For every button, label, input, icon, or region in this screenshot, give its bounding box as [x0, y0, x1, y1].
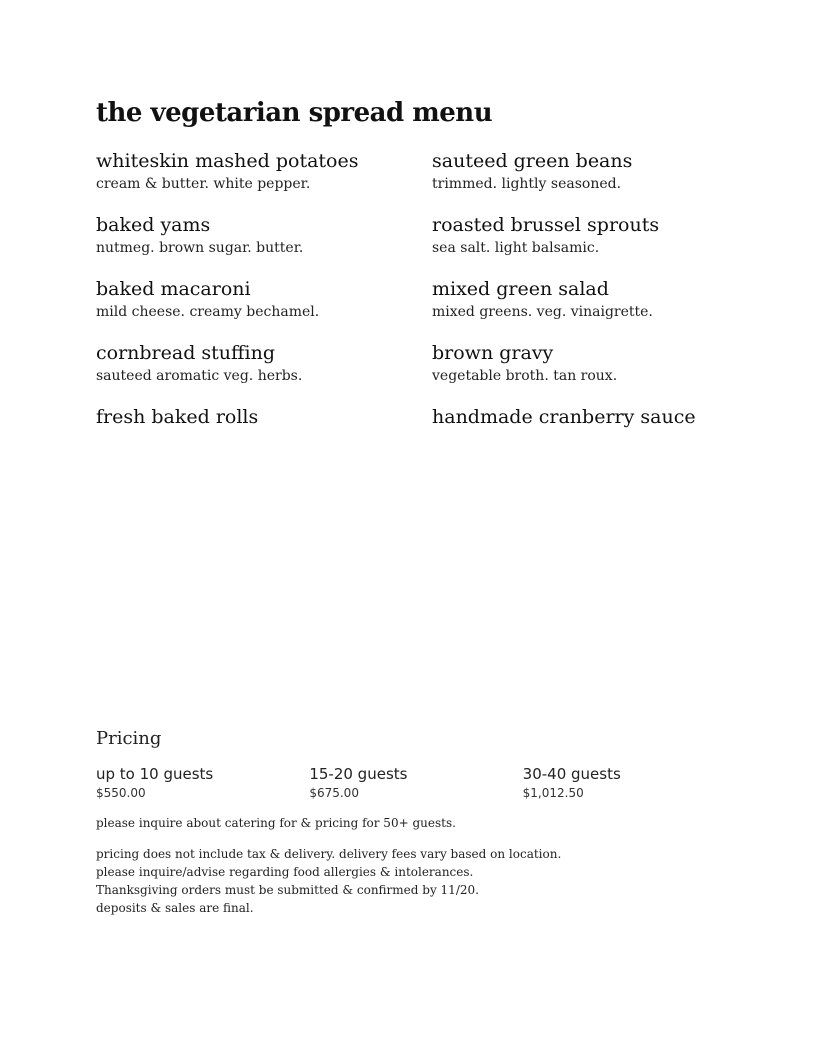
- item-description: mild cheese. creamy bechamel.: [96, 304, 320, 320]
- menu-item: [432, 148, 736, 212]
- tier-price: $675.00: [309, 786, 359, 800]
- inquire-note: please inquire about catering for & pricing for 50+ guests.: [96, 816, 456, 830]
- note-line: pricing does not include tax & delivery. delivery fees vary based on location.: [96, 847, 562, 861]
- menu-item: [432, 340, 736, 404]
- note-line: Thanksgiving orders must be submitted & confirmed by 11/20.: [96, 883, 479, 897]
- menu-item: [432, 212, 736, 276]
- item-name: handmade cranberry sauce: [432, 406, 696, 428]
- menu-item: [96, 276, 432, 340]
- tier-label: up to 10 guests: [96, 765, 214, 783]
- menu-item: [432, 404, 736, 468]
- item-description: vegetable broth. tan roux.: [432, 368, 618, 384]
- menu-item: [96, 404, 432, 468]
- pricing-tier: [523, 764, 736, 802]
- item-name: mixed green salad: [432, 278, 609, 300]
- note-line: deposits & sales are final.: [96, 901, 254, 915]
- item-name: fresh baked rolls: [96, 406, 259, 428]
- tier-label: 15-20 guests: [309, 765, 408, 783]
- pricing-tier: [96, 764, 309, 802]
- item-description: sea salt. light balsamic.: [432, 240, 600, 256]
- item-name: baked yams: [96, 214, 211, 236]
- menu-title: the vegetarian spread menu: [96, 98, 493, 128]
- menu-item: [96, 148, 432, 212]
- menu-item: [432, 276, 736, 340]
- pricing-notes: [96, 845, 561, 917]
- tier-price: $550.00: [96, 786, 146, 800]
- tier-label: 30-40 guests: [522, 765, 621, 783]
- item-name: baked macaroni: [96, 278, 251, 300]
- item-name: sauteed green beans: [432, 150, 633, 172]
- item-description: mixed greens. veg. vinaigrette.: [432, 304, 653, 320]
- tier-price: $1,012.50: [522, 786, 584, 800]
- pricing-tiers: [96, 764, 736, 802]
- pricing-heading: Pricing: [96, 728, 162, 749]
- item-name: brown gravy: [432, 342, 554, 364]
- item-description: sauteed aromatic veg. herbs.: [96, 368, 303, 384]
- note-line: please inquire/advise regarding food allergies & intolerances.: [96, 865, 474, 879]
- item-name: cornbread stuffing: [96, 342, 276, 364]
- item-description: nutmeg. brown sugar. butter.: [96, 240, 304, 256]
- menu-item: [96, 340, 432, 404]
- menu-grid: [96, 148, 736, 468]
- menu-item: [96, 212, 432, 276]
- item-name: whiteskin mashed potatoes: [96, 150, 359, 172]
- item-description: cream & butter. white pepper.: [96, 176, 311, 192]
- item-description: trimmed. lightly seasoned.: [432, 176, 622, 192]
- pricing-tier: [309, 764, 522, 802]
- item-name: roasted brussel sprouts: [432, 214, 660, 236]
